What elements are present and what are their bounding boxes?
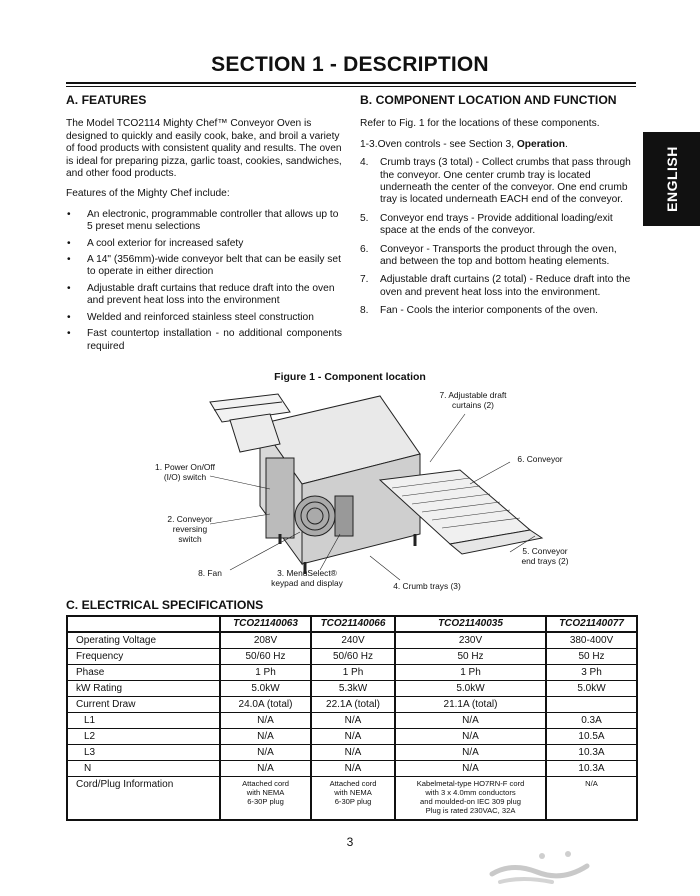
callout-end-trays: 5. Conveyor end trays (2)	[521, 546, 569, 566]
feature-item: • Fast countertop installation - no additional components required	[66, 328, 342, 353]
cell: 5.0kW	[395, 681, 546, 697]
row-label: Operating Voltage	[67, 632, 220, 649]
watermark-logo-graphic	[482, 842, 602, 890]
cell: 10.3A	[546, 761, 637, 777]
cell: N/A	[311, 713, 395, 729]
cell: 5.3kW	[311, 681, 395, 697]
model-header: TCO21140077	[546, 616, 637, 632]
cell: Attached cord with NEMA 6-30P plug	[220, 777, 311, 821]
features-section	[66, 94, 342, 357]
component-num: 4.	[360, 157, 369, 169]
table-row	[67, 665, 637, 681]
cell: 240V	[311, 632, 395, 649]
cell: N/A	[311, 729, 395, 745]
page-number: 3	[346, 835, 354, 849]
cell: N/A	[311, 745, 395, 761]
component-num: 5.	[360, 212, 369, 224]
row-label: L2	[67, 729, 220, 745]
cell	[546, 697, 637, 713]
cell: 10.5A	[546, 729, 637, 745]
cell: 1 Ph	[395, 665, 546, 681]
features-intro: The Model TCO2114 Mighty Chef™ Conveyor Oven is designed to quickly and easily cook, bake, and broil a variety of food products with consistent quality and results. The oven is ideal for preparing pizza, garlic toast, cookies, sandwiches, and other food products.	[66, 118, 342, 180]
table-row	[67, 697, 637, 713]
row-label: Frequency	[67, 649, 220, 665]
model-header: TCO21140066	[311, 616, 395, 632]
component-num: 7.	[360, 274, 369, 286]
component-item	[360, 157, 636, 207]
cell: 50 Hz	[395, 649, 546, 665]
cell: 50/60 Hz	[220, 649, 311, 665]
components-list	[360, 139, 636, 318]
callout-fan: 8. Fan	[198, 568, 222, 578]
cell: 1 Ph	[220, 665, 311, 681]
cell: N/A	[220, 761, 311, 777]
component-text-bold: Operation	[516, 138, 565, 150]
cell: 230V	[395, 632, 546, 649]
header-blank	[67, 616, 220, 632]
component-num: 6.	[360, 243, 369, 255]
callout-crumb-trays: 4. Crumb trays (3)	[393, 581, 461, 591]
table-row	[67, 632, 637, 649]
component-num: 8.	[360, 305, 369, 317]
callout-draft-curtains: 7. Adjustable draft curtains (2)	[439, 390, 507, 410]
table-row	[67, 777, 637, 821]
language-tab	[643, 132, 700, 226]
component-text: Oven controls - see Section 3,	[377, 138, 517, 150]
cell: N/A	[220, 745, 311, 761]
figure-title: Figure 1 - Component location	[274, 371, 426, 383]
cell: N/A	[395, 745, 546, 761]
title-rule-top	[66, 82, 636, 84]
cell: 10.3A	[546, 745, 637, 761]
model-header: TCO21140063	[220, 616, 311, 632]
cell: N/A	[546, 777, 637, 821]
cell: 21.1A (total)	[395, 697, 546, 713]
cell: 3 Ph	[546, 665, 637, 681]
cell: Attached cord with NEMA 6-30P plug	[311, 777, 395, 821]
callout-power-switch: 1. Power On/Off (I/O) switch	[155, 462, 215, 482]
cell: N/A	[395, 729, 546, 745]
table-row	[67, 761, 637, 777]
cell: 50 Hz	[546, 649, 637, 665]
features-list-intro: Features of the Mighty Chef include:	[66, 188, 230, 200]
component-text: Crumb trays (3 total) - Collect crumbs that pass through the conveyor. One center crumb tray is located underneath the center of the conveyor. One end crumb tray is located underneath EACH end of the conveyor.	[380, 157, 631, 206]
language-tab-label: ENGLISH	[663, 146, 680, 212]
cell: Kabelmetal-type HO7RN-F cord with 3 x 4.0mm conductors and moulded-on IEC 309 plug Plug is rated 230VAC, 32A	[395, 777, 546, 821]
table-header-row	[67, 616, 637, 632]
feature-item: • An electronic, programmable controller that allows up to 5 preset menu selections	[66, 209, 342, 234]
component-item	[360, 274, 636, 299]
features-heading: A. FEATURES	[66, 93, 147, 107]
callout-conveyor: 6. Conveyor	[517, 454, 563, 464]
feature-item: • Welded and reinforced stainless steel construction	[66, 312, 342, 324]
table-row	[67, 729, 637, 745]
oven-figure	[130, 384, 580, 596]
component-text: Adjustable draft curtains (2 total) - Reduce draft into the oven and prevent heat loss into the environment.	[380, 274, 631, 298]
cell: N/A	[220, 729, 311, 745]
table-row	[67, 681, 637, 697]
table-row	[67, 649, 637, 665]
cell: 22.1A (total)	[311, 697, 395, 713]
feature-item: • Adjustable draft curtains that reduce draft into the oven and prevent heat loss into the environment	[66, 283, 342, 308]
components-section	[360, 94, 636, 324]
watermark-logo	[482, 842, 602, 890]
row-label: L1	[67, 713, 220, 729]
features-list	[66, 209, 342, 353]
row-label: L3	[67, 745, 220, 761]
cell: 5.0kW	[220, 681, 311, 697]
components-heading: B. COMPONENT LOCATION AND FUNCTION	[360, 93, 617, 107]
component-item	[360, 244, 636, 269]
component-num: 1-3.	[360, 138, 378, 150]
callout-reversing-switch: 2. Conveyor reversing switch	[167, 514, 213, 544]
callout-keypad: 3. MenuSelect® keypad and display	[271, 568, 343, 588]
cell: 24.0A (total)	[220, 697, 311, 713]
row-label: Phase	[67, 665, 220, 681]
component-item	[360, 305, 636, 317]
page-title: SECTION 1 - DESCRIPTION	[211, 53, 489, 76]
component-text: Fan - Cools the interior components of the oven.	[380, 305, 599, 317]
electrical-heading: C. ELECTRICAL SPECIFICATIONS	[66, 598, 264, 612]
table-row	[67, 713, 637, 729]
cell: 0.3A	[546, 713, 637, 729]
row-label: kW Rating	[67, 681, 220, 697]
component-item	[360, 139, 636, 151]
component-item	[360, 213, 636, 238]
component-text: Conveyor - Transports the product through the oven, and between the top and bottom heating elements.	[380, 243, 617, 268]
cell: 5.0kW	[546, 681, 637, 697]
table-row	[67, 745, 637, 761]
cell: N/A	[395, 713, 546, 729]
component-text: Conveyor end trays - Provide additional loading/exit space at the ends of the conveyor.	[380, 212, 613, 237]
cell: 208V	[220, 632, 311, 649]
cell: 50/60 Hz	[311, 649, 395, 665]
components-intro: Refer to Fig. 1 for the locations of these components.	[360, 118, 600, 130]
title-rule-bottom	[66, 86, 636, 87]
component-text-tail: .	[565, 138, 568, 150]
cell: N/A	[395, 761, 546, 777]
feature-item: • A 14" (356mm)-wide conveyor belt that can be easily set to operate in either direction	[66, 254, 342, 279]
cell: 380-400V	[546, 632, 637, 649]
feature-item: • A cool exterior for increased safety	[66, 238, 342, 250]
electrical-spec-table	[66, 615, 638, 821]
cell: 1 Ph	[311, 665, 395, 681]
row-label: Cord/Plug Information	[67, 777, 220, 821]
cell: N/A	[220, 713, 311, 729]
model-header: TCO21140035	[395, 616, 546, 632]
cell: N/A	[311, 761, 395, 777]
row-label: Current Draw	[67, 697, 220, 713]
row-label: N	[67, 761, 220, 777]
